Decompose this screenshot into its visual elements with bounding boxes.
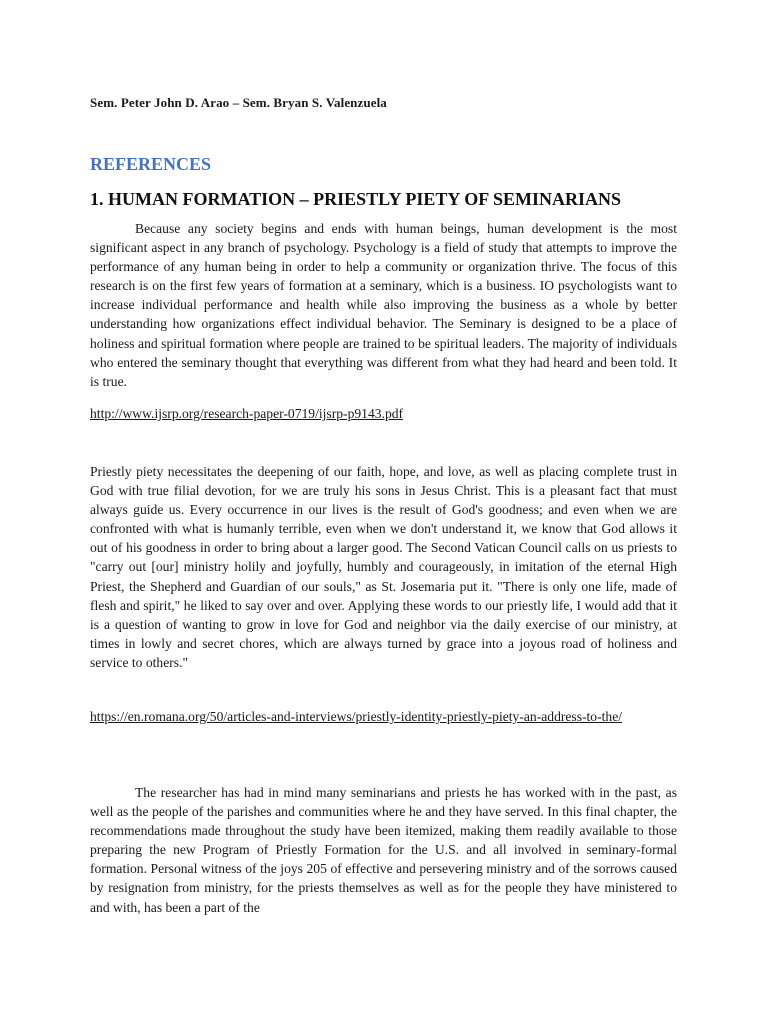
reference-link-ijsrp[interactable]: http://www.ijsrp.org/research-paper-0719/ijsrp-p9143.pdf: [90, 406, 404, 421]
paragraph-human-development: Because any society begins and ends with human beings, human development is the most significant aspect in any branch of psychology. Psychology is a field of study that attempts to improve the performance of any human being in order to help a community or organization thrive. The focus of this research is on the first few years of formation at a seminary, which is a business. IO psychologists want to increase individual performance and health while also improving the business as a whole by better understanding how organizations effect individual behavior. The Seminary is designed to be a place of holiness and spiritual formation where people are trained to be spiritual leaders. The majority of individuals who entered the seminary thought that everything was different from what they had heard and been told. It is true.: [90, 221, 677, 389]
references-label: REFERENCES: [90, 154, 212, 174]
section-heading: 1. HUMAN FORMATION – PRIESTLY PIETY OF SEMINARIANS: [90, 189, 622, 209]
author-line: Sem. Peter John D. Arao – Sem. Bryan S. Valenzuela: [90, 95, 387, 110]
paragraph-priestly-piety: Priestly piety necessitates the deepening of our faith, hope, and love, as well as placing complete trust in God with true filial devotion, for we are truly his sons in Jesus Christ. This is a pleasant fact that must always guide us. Every occurrence in our lives is the result of God's goodness; and even when we are confronted with what is humanly terrible, even when we don't understand it, we know that God allows it out of his goodness in order to bring about a larger good. The Second Vatican Council calls on us priests to "carry out [our] ministry holily and joyfully, humbly and courageously, in imitation of the eternal High Priest, the Shepherd and Guardian of our souls," as St. Josemaria put it. "There is only one life, made of flesh and spirit," he liked to say over and over. Applying these words to our priestly life, I would add that it is a question of wanting to grow in love for God and neighbor via the daily exercise of our ministry, at times in lowly and secret chores, which are always turned by grace into a joyous road of holiness and service to others.": [90, 464, 677, 670]
paragraph-researcher: The researcher has had in mind many seminarians and priests he has worked with in the past, as well as the people of the parishes and communities where he and they have served. In this final chapter, the recommendations made throughout the study have been itemized, making them readily available to those preparing the new Program of Priestly Formation for the U.S. and all involved in seminary-formal formation. Personal witness of the joys 205 of effective and persevering ministry and of the sorrows caused by resignation from ministry, for the priests themselves as well as for the people they have ministered to and with, has been a part of the: [90, 785, 677, 915]
reference-link-romana[interactable]: https://en.romana.org/50/articles-and-interviews/priestly-identity-priestly-piety-an-address-to-the/: [90, 709, 623, 724]
